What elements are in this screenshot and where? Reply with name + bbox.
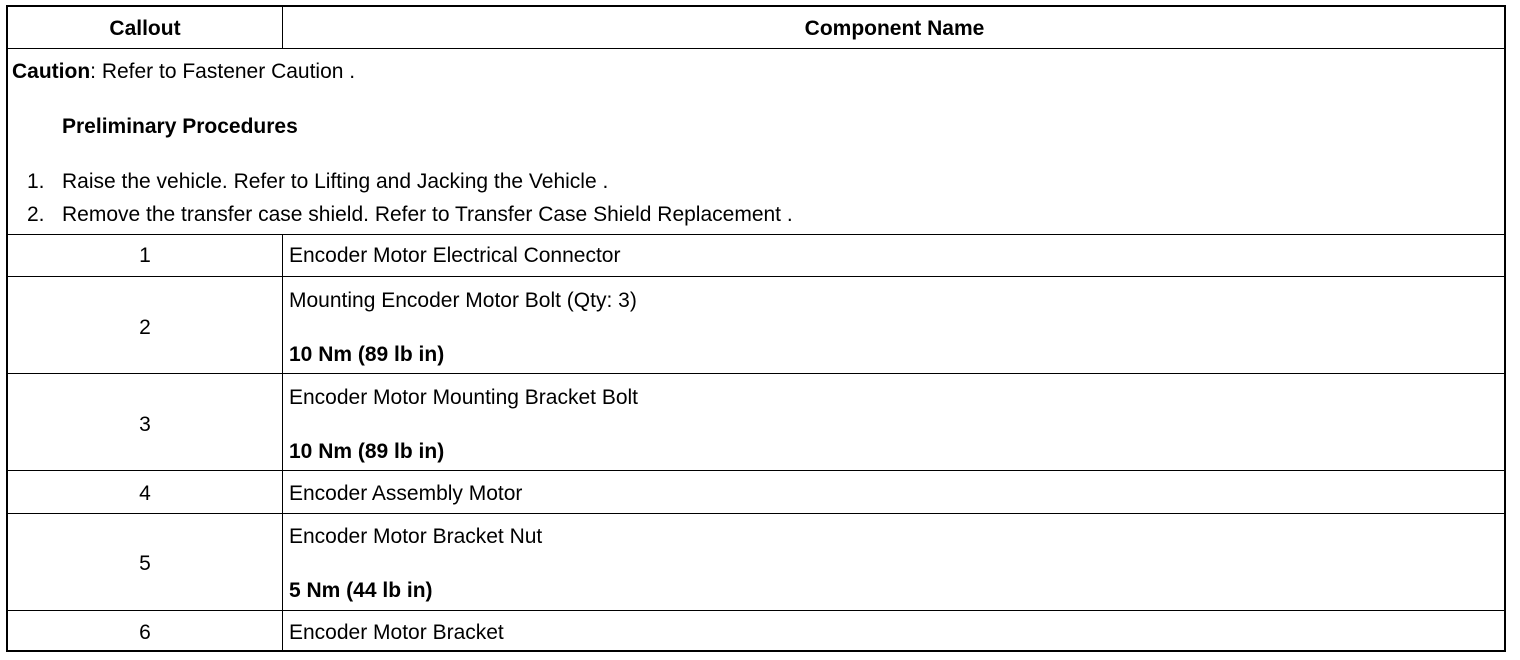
callout-cell: 2: [139, 316, 151, 339]
component-name-cell: Encoder Motor Mounting Bracket Bolt: [289, 386, 639, 409]
row-divider: [8, 48, 1504, 49]
step-text: Remove the transfer case shield. Refer to Transfer Case Shield Replacement .: [62, 203, 793, 226]
callout-cell: 1: [139, 244, 151, 267]
row-divider: [8, 276, 1504, 277]
component-name-cell: Encoder Motor Bracket: [289, 621, 504, 644]
component-name-cell: Encoder Motor Bracket Nut: [289, 525, 543, 548]
step-number: 2.: [27, 203, 45, 226]
row-divider: [8, 373, 1504, 374]
component-name-cell: Encoder Assembly Motor: [289, 482, 523, 505]
callout-cell: 3: [139, 413, 151, 436]
callout-cell: 4: [139, 482, 151, 505]
component-name-cell: Encoder Motor Electrical Connector: [289, 244, 621, 267]
caution-label: Caution: [12, 60, 91, 83]
row-divider: [8, 610, 1504, 611]
column-divider-body: [282, 234, 283, 652]
header-callout: Callout: [109, 17, 181, 40]
caution-note: [12, 60, 355, 84]
step-text: Raise the vehicle. Refer to Lifting and Jacking the Vehicle .: [62, 170, 609, 193]
torque-spec: 10 Nm (89 lb in): [289, 440, 445, 463]
header-component-name: Component Name: [804, 17, 985, 40]
callout-cell: 5: [139, 552, 151, 575]
caution-text: : Refer to Fastener Caution .: [90, 60, 356, 83]
preliminary-heading: Preliminary Procedures: [62, 115, 298, 138]
row-divider: [8, 513, 1504, 514]
torque-spec: 10 Nm (89 lb in): [289, 343, 445, 366]
row-divider: [8, 234, 1504, 235]
row-divider: [8, 470, 1504, 471]
component-table: [6, 5, 1506, 652]
step-number: 1.: [27, 170, 45, 193]
callout-cell: 6: [139, 621, 151, 644]
torque-spec: 5 Nm (44 lb in): [289, 579, 433, 602]
component-name-cell: Mounting Encoder Motor Bolt (Qty: 3): [289, 289, 637, 312]
